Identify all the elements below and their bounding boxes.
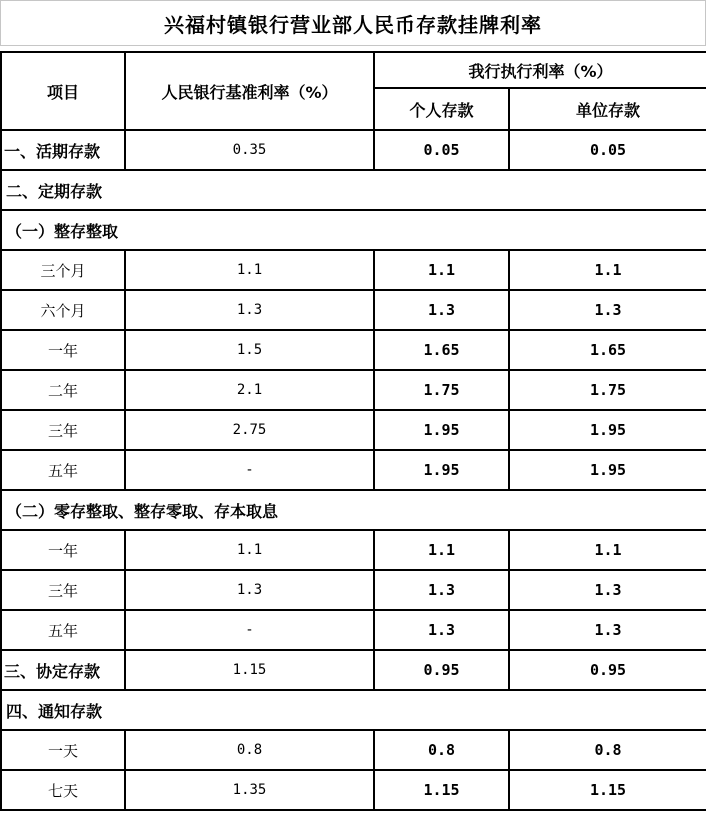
benchmark-rate-value: - bbox=[125, 450, 374, 490]
corporate-rate-value: 1.3 bbox=[509, 570, 706, 610]
benchmark-rate-value: 2.1 bbox=[125, 370, 374, 410]
corporate-rate-value: 1.15 bbox=[509, 770, 706, 810]
row-label: 三年 bbox=[1, 570, 125, 610]
corporate-rate-value: 0.95 bbox=[509, 650, 706, 690]
rate-row bbox=[1, 370, 706, 410]
rate-row bbox=[1, 770, 706, 810]
rate-row bbox=[1, 650, 706, 690]
personal-rate-value: 1.1 bbox=[374, 530, 509, 570]
personal-rate-value: 1.95 bbox=[374, 410, 509, 450]
personal-rate-value: 1.65 bbox=[374, 330, 509, 370]
rate-row bbox=[1, 570, 706, 610]
section-label: 四、通知存款 bbox=[1, 690, 706, 730]
rate-row bbox=[1, 250, 706, 290]
personal-rate-value: 1.95 bbox=[374, 450, 509, 490]
row-label: 一、活期存款 bbox=[1, 130, 125, 170]
benchmark-rate-value: 1.5 bbox=[125, 330, 374, 370]
corporate-rate-value: 1.3 bbox=[509, 290, 706, 330]
row-label: 三年 bbox=[1, 410, 125, 450]
section-row bbox=[1, 490, 706, 530]
rate-row bbox=[1, 330, 706, 370]
header-executed-rate: 我行执行利率（%） bbox=[374, 52, 706, 88]
personal-rate-value: 1.75 bbox=[374, 370, 509, 410]
section-row bbox=[1, 690, 706, 730]
benchmark-rate-value: 1.3 bbox=[125, 570, 374, 610]
personal-rate-value: 1.15 bbox=[374, 770, 509, 810]
personal-rate-value: 1.1 bbox=[374, 250, 509, 290]
personal-rate-value: 1.3 bbox=[374, 570, 509, 610]
corporate-rate-value: 1.65 bbox=[509, 330, 706, 370]
rate-row bbox=[1, 410, 706, 450]
personal-rate-value: 1.3 bbox=[374, 290, 509, 330]
section-label: 二、定期存款 bbox=[1, 170, 706, 210]
corporate-rate-value: 0.8 bbox=[509, 730, 706, 770]
row-label: 二年 bbox=[1, 370, 125, 410]
rate-row bbox=[1, 290, 706, 330]
personal-rate-value: 1.3 bbox=[374, 610, 509, 650]
row-label: 三个月 bbox=[1, 250, 125, 290]
benchmark-rate-value: - bbox=[125, 610, 374, 650]
corporate-rate-value: 1.1 bbox=[509, 530, 706, 570]
section-label: （一）整存整取 bbox=[1, 210, 706, 250]
section-row bbox=[1, 210, 706, 250]
personal-rate-value: 0.8 bbox=[374, 730, 509, 770]
rate-table-body bbox=[1, 130, 706, 810]
corporate-rate-value: 1.3 bbox=[509, 610, 706, 650]
benchmark-rate-value: 1.3 bbox=[125, 290, 374, 330]
corporate-rate-value: 1.95 bbox=[509, 450, 706, 490]
header-corporate-deposit: 单位存款 bbox=[509, 88, 706, 130]
section-label: （二）零存整取、整存零取、存本取息 bbox=[1, 490, 706, 530]
corporate-rate-value: 1.95 bbox=[509, 410, 706, 450]
corporate-rate-value: 0.05 bbox=[509, 130, 706, 170]
row-label: 五年 bbox=[1, 450, 125, 490]
section-row bbox=[1, 170, 706, 210]
personal-rate-value: 0.05 bbox=[374, 130, 509, 170]
benchmark-rate-value: 1.1 bbox=[125, 250, 374, 290]
rate-row bbox=[1, 610, 706, 650]
rate-table-header bbox=[1, 52, 706, 130]
benchmark-rate-value: 0.35 bbox=[125, 130, 374, 170]
personal-rate-value: 0.95 bbox=[374, 650, 509, 690]
deposit-rate-table bbox=[0, 51, 706, 811]
row-label: 七天 bbox=[1, 770, 125, 810]
header-row-top bbox=[1, 52, 706, 88]
row-label: 一天 bbox=[1, 730, 125, 770]
benchmark-rate-value: 0.8 bbox=[125, 730, 374, 770]
rate-row bbox=[1, 450, 706, 490]
benchmark-rate-value: 1.1 bbox=[125, 530, 374, 570]
benchmark-rate-value: 1.15 bbox=[125, 650, 374, 690]
row-label: 六个月 bbox=[1, 290, 125, 330]
benchmark-rate-value: 1.35 bbox=[125, 770, 374, 810]
row-label: 三、协定存款 bbox=[1, 650, 125, 690]
header-benchmark-rate: 人民银行基准利率（%） bbox=[125, 52, 374, 130]
row-label: 一年 bbox=[1, 330, 125, 370]
header-item: 项目 bbox=[1, 52, 125, 130]
benchmark-rate-value: 2.75 bbox=[125, 410, 374, 450]
row-label: 五年 bbox=[1, 610, 125, 650]
corporate-rate-value: 1.1 bbox=[509, 250, 706, 290]
rate-row bbox=[1, 730, 706, 770]
row-label: 一年 bbox=[1, 530, 125, 570]
rate-row bbox=[1, 530, 706, 570]
page-title: 兴福村镇银行营业部人民币存款挂牌利率 bbox=[0, 0, 706, 46]
header-personal-deposit: 个人存款 bbox=[374, 88, 509, 130]
rate-row bbox=[1, 130, 706, 170]
corporate-rate-value: 1.75 bbox=[509, 370, 706, 410]
